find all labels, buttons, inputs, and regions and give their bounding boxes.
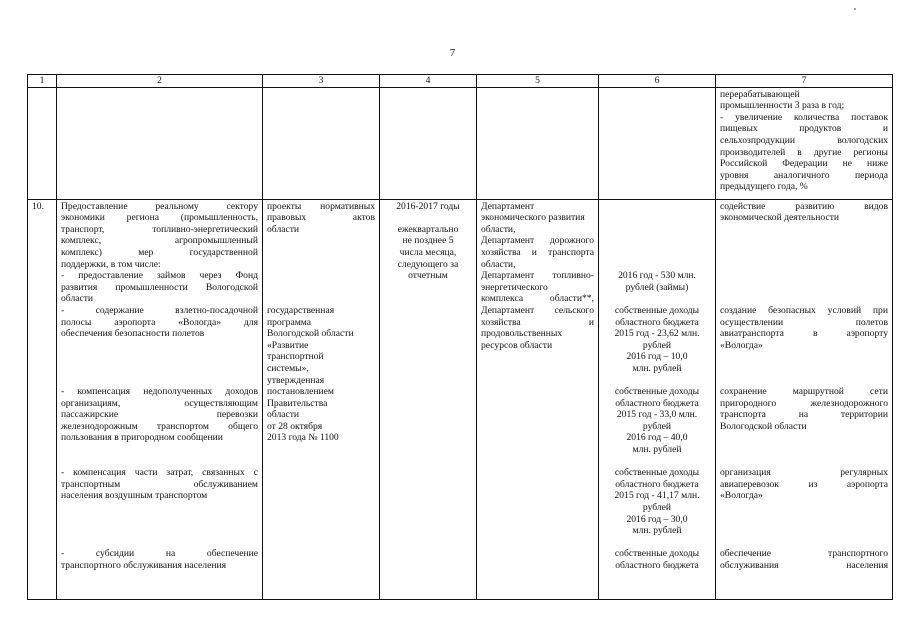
cell-line: отчетным (408, 270, 448, 282)
cell-line: содействие развитию видов (720, 200, 888, 212)
cell-line: собственные доходы (614, 386, 700, 398)
cell-line: 2016-2017 годы (396, 200, 460, 212)
cell-line: «Вологда» (720, 490, 763, 502)
cell-line: - увеличение количества поставок (720, 111, 888, 123)
cell-line: «Развитие (267, 339, 309, 351)
cell-line: авиаперевозок из аэропорта (720, 478, 888, 490)
cell-line: числа месяца, (399, 246, 457, 258)
cell-line: экономической деятельности (720, 212, 840, 224)
cell-line: 2015 год - 41,17 млн. (614, 490, 700, 502)
cell-line: сохранение маршрутной сети (720, 386, 888, 398)
cell-line: 2015 год - 33,0 млн. (616, 409, 698, 421)
cell-line: 2016 год – 30,0 (626, 513, 688, 525)
measures-cell (57, 199, 263, 599)
cell-line: системы», (267, 362, 309, 374)
header-row (28, 75, 893, 88)
cell-line: области (267, 223, 300, 235)
cell-line: комплекса области**, (481, 293, 594, 305)
cell-line: собственные доходы (614, 467, 700, 479)
cell-line: млн. рублей (632, 362, 682, 374)
cont-col-1 (28, 87, 57, 199)
cell-line: собственные доходы (614, 548, 700, 560)
cont-col-6 (599, 87, 716, 199)
cell-line: населения воздушным транспортом (61, 490, 208, 502)
cell-line: от 28 октября (267, 420, 323, 432)
cell-line: авиатранспорта в аэропорту (720, 328, 888, 340)
cell-line: области, (481, 223, 516, 235)
cell-line: пищевых продуктов и (720, 123, 888, 135)
cell-line: комплекс) мер государственной (61, 246, 258, 258)
cell-line: области (267, 409, 300, 421)
cell-line: Департамент топливно- (481, 270, 594, 282)
cell-line: следующего за (397, 258, 459, 270)
cell-line: «Вологда» (720, 339, 763, 351)
cell-line: - компенсация части затрат, связанных с (61, 467, 258, 479)
cell-line: полосы аэропорта «Вологда» для (61, 316, 258, 328)
cell-line: - субсидии на обеспечение (61, 548, 258, 560)
cell-line: уровня аналогичного периода (720, 169, 888, 181)
header-col-6: 6 (599, 75, 716, 88)
cell-line: организация регулярных (720, 467, 888, 479)
cell-line: транспортным обслуживанием (61, 478, 258, 490)
cell-line: экономики региона (промышленность, (61, 212, 258, 224)
header-col-7: 7 (716, 75, 893, 88)
cell-line: промышленности 3 раза в год; (720, 100, 845, 112)
cell-line: организациям, осуществляющим (61, 397, 258, 409)
cell-line: 2013 года № 1100 (267, 432, 339, 444)
row-10 (28, 199, 893, 599)
cont-col-7 (716, 87, 893, 199)
cell-line: рублей (займы) (625, 281, 689, 293)
cell-line: Департамент сельского (481, 304, 594, 316)
responsible-cell (477, 199, 599, 599)
cell-line: 2015 год - 23,62 млн. (614, 328, 700, 340)
cell-line: транспортной (267, 351, 324, 363)
cell-line: обеспечение транспортного (720, 548, 888, 560)
cell-line: рублей (642, 339, 672, 351)
funding-cell (599, 199, 716, 599)
cell-line: Российской Федерации не ниже (720, 158, 888, 170)
cell-line: производителей в другие регионы (720, 146, 888, 158)
header-col-1: 1 (28, 75, 57, 88)
cell-line: развития промышленности Вологодской (61, 281, 258, 293)
cell-line: пользования в пригородном сообщении (61, 432, 223, 444)
cell-line: не позднее 5 (402, 235, 454, 247)
cell-line: областного бюджета (615, 397, 699, 409)
cell-line: транспортного обслуживания населения (61, 560, 227, 571)
cell-line: создание безопасных условий при (720, 304, 888, 316)
cont-col-2 (57, 87, 263, 199)
cell-line: энергетического (481, 281, 548, 293)
cell-line: Вологодской области (267, 328, 354, 340)
cell-line: областного бюджета (615, 478, 699, 490)
cell-line: обеспечения безопасности полетов (61, 328, 205, 340)
cell-line: программа (267, 316, 312, 328)
cell-line: комплекс, агропромышленный (61, 235, 258, 247)
cell-line: области, (481, 258, 516, 270)
cell-line: правовых актов (267, 212, 375, 224)
deadline-cell (380, 199, 477, 599)
cell-line: области (61, 293, 94, 305)
cell-line: пригородного железнодорожного (720, 397, 888, 409)
cell-line: железнодорожным транспортом общего (61, 420, 258, 432)
cell-line: млн. рублей (632, 525, 682, 537)
cell-line: хозяйства и транспорта (481, 246, 594, 258)
cell-line: пассажирские перевозки (61, 409, 258, 421)
cell-line: собственные доходы (614, 304, 700, 316)
cell-line: 2016 год – 40,0 (626, 432, 688, 444)
cell-line: Предоставление реальному сектору (61, 200, 258, 212)
cell-line: рублей (642, 502, 672, 514)
cell-line: продовольственных (481, 328, 563, 340)
cell-line: Вологодской области (720, 420, 807, 432)
cell-line: ежеквартально (397, 223, 459, 235)
cont-col-5 (477, 87, 599, 199)
cell-line: сельхозпродукции вологодских (720, 134, 888, 146)
cell-line: государственная (267, 304, 335, 316)
scan-dot (854, 8, 856, 10)
cell-line: - предоставление займов через Фонд (61, 270, 258, 282)
cell-line: постановлением (267, 386, 334, 398)
cell-line: транспорт, топливно-энергетический (61, 223, 258, 235)
header-col-5: 5 (477, 75, 599, 88)
cell-line: Правительства (267, 397, 328, 409)
cell-line: предыдущего года, % (720, 181, 808, 193)
cell-line: областного бюджета (615, 560, 699, 571)
cell-line: поддержки, в том числе: (61, 258, 161, 270)
cell-line: 2016 год - 530 млн. (618, 270, 696, 282)
page-number: 7 (449, 47, 456, 59)
header-col-3: 3 (263, 75, 380, 88)
results-cell (716, 199, 893, 599)
cell-line: - компенсация недополученных доходов (61, 386, 258, 398)
cell-line: обслуживания населения (720, 560, 888, 571)
cell-line: млн. рублей (632, 444, 682, 456)
cell-line: хозяйства и (481, 316, 594, 328)
cont-col-4 (380, 87, 477, 199)
basis-cell (263, 199, 380, 599)
cell-line: экономического развития (481, 212, 585, 224)
cell-line: рублей (642, 420, 672, 432)
cell-line: - содержание взлетно-посадочной (61, 304, 258, 316)
cell-line: Департамент дорожного (481, 235, 594, 247)
cell-line: Департамент (481, 200, 535, 212)
header-col-2: 2 (57, 75, 263, 88)
cont-col-3 (263, 87, 380, 199)
cell-line: утвержденная (267, 374, 325, 386)
cell-line: областного бюджета (615, 316, 699, 328)
cell-line: осуществлении полетов (720, 316, 888, 328)
continuation-row (28, 87, 893, 199)
cell-line: транспорта на территории (720, 409, 888, 421)
cell-line: ресурсов области (481, 339, 553, 351)
header-col-4: 4 (380, 75, 477, 88)
cell-line: перерабатывающей (720, 88, 800, 100)
row-number: 10. (28, 199, 57, 599)
cell-line: 2016 год – 10,0 (626, 351, 688, 363)
measures-table (27, 74, 893, 600)
cell-line: проекты нормативных (267, 200, 375, 212)
